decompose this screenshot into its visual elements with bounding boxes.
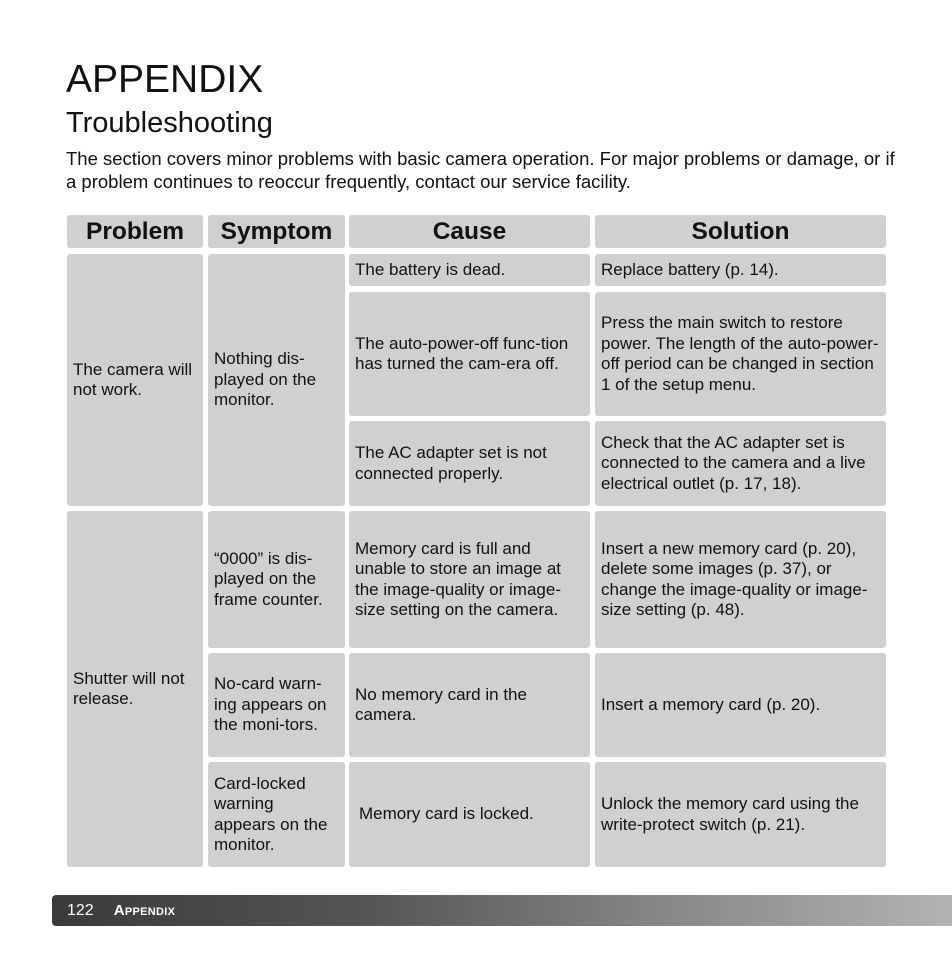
- page-title: APPENDIX: [66, 58, 264, 101]
- section-title: Troubleshooting: [66, 107, 273, 139]
- page-footer: [52, 895, 952, 926]
- cause-cell: [349, 511, 590, 648]
- solution-text: Replace battery (p. 14).: [601, 259, 779, 279]
- cause-text: No memory card in the camera.: [355, 684, 527, 724]
- symptom-text: Nothing dis-played on the monitor.: [214, 349, 317, 410]
- header-problem: Problem: [67, 215, 203, 248]
- cause-cell: [349, 421, 590, 506]
- solution-cell: [595, 511, 886, 648]
- header-symptom: Symptom: [208, 215, 345, 248]
- symptom-text: “0000” is dis-played on the frame counter.: [214, 548, 323, 609]
- cause-text: Memory card is locked.: [359, 804, 534, 824]
- solution-cell: [595, 762, 886, 867]
- symptom-cell: [208, 511, 345, 648]
- cause-text: The auto-power-off func-tion has turned the cam-era off.: [355, 333, 569, 373]
- cause-cell: [349, 653, 590, 757]
- cause-text: The AC adapter set is not connected properly.: [355, 443, 547, 483]
- symptom-text: Card-locked warning appears on the monitor.: [214, 773, 328, 854]
- solution-text: Unlock the memory card using the write-protect switch (p. 21).: [601, 794, 859, 834]
- cause-cell: [349, 292, 590, 416]
- page-number: 122: [67, 901, 94, 919]
- solution-cell: [595, 292, 886, 416]
- header-cause: Cause: [349, 215, 590, 248]
- cause-text: Memory card is full and unable to store an image at the image-quality or image-size setting on the camera.: [355, 538, 562, 619]
- problem-text: The camera will not work.: [73, 359, 193, 399]
- solution-cell: [595, 421, 886, 506]
- symptom-cell: [208, 653, 345, 757]
- problem-cell: [67, 254, 203, 506]
- solution-cell: [595, 653, 886, 757]
- symptom-cell: [208, 254, 345, 506]
- symptom-text: No-card warn-ing appears on the moni-tors.: [214, 674, 327, 735]
- header-solution: Solution: [595, 215, 886, 248]
- intro-paragraph: The section covers minor problems with basic camera operation. For major problems or damage, or if a problem continues to reoccur frequently, contact our service facility.: [66, 148, 895, 192]
- solution-cell: [595, 254, 886, 286]
- solution-text: Check that the AC adapter set is connected to the camera and a live electrical outlet (p. 17, 18).: [601, 432, 866, 493]
- solution-text: Insert a new memory card (p. 20), delete some images (p. 37), or change the image-quality or image-size setting (p. 48).: [601, 538, 868, 619]
- problem-text: Shutter will not release.: [73, 668, 185, 708]
- symptom-cell: [208, 762, 345, 867]
- cause-text: The battery is dead.: [355, 259, 506, 279]
- solution-text: Insert a memory card (p. 20).: [601, 694, 821, 714]
- footer-section-label: Appendix: [113, 902, 176, 919]
- cause-cell: [349, 762, 590, 867]
- cause-cell: [349, 254, 590, 286]
- problem-cell: [67, 511, 203, 867]
- solution-text: Press the main switch to restore power. The length of the auto-power-off period can be changed in section 1 of the setup menu.: [601, 313, 879, 394]
